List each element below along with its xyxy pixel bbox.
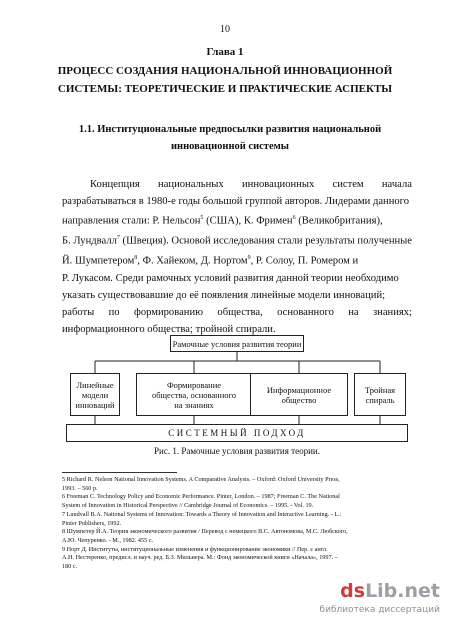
box-line: модели	[81, 389, 109, 400]
para-line-2: разрабатываться в 1980-е годы большой группой авторов. Лидерами данного	[62, 196, 410, 208]
para-line-4	[62, 230, 412, 250]
diagram-top-box: Рамочные условия развития теории	[170, 335, 304, 352]
text: Б. Лундвалл	[62, 235, 117, 247]
box-line: Информационное	[266, 384, 332, 395]
box-line: спираль	[365, 394, 395, 405]
para-line-7: указать существовавшие до её появления линейные модели инноваций;	[62, 289, 386, 301]
box-line: Тройная	[364, 384, 396, 395]
footnote-line: 9 Норт Д. Институты, институциональные изменения и функционирование экономики // Пер. с англ.	[62, 545, 328, 553]
text: (США), К. Фримен	[203, 215, 293, 227]
word: на	[348, 307, 359, 319]
text: , Ф. Хайеком, Д. Нортом	[137, 255, 248, 267]
footnote-line: А.Н. Нестеренко, предисл. и науч. ред. Б.З. Мильнера. М.: Фонд экономической книги «Начала», 1997. –	[62, 554, 338, 562]
dslib-tagline: библиотека диссертаций	[319, 605, 440, 615]
chapter-label: Глава 1	[206, 46, 244, 58]
footnote-line: System of Innovation in Historical Perspective // Cambridge Journal of Economics. – 1995. - Vol. 19.	[62, 502, 314, 510]
text: (Швеция). Основой исследования стали результаты полученные	[119, 235, 413, 247]
footnotes	[62, 476, 422, 572]
para-line-9: информационного общества; тройной спирали.	[62, 324, 276, 336]
chapter-title-line-1: ПРОЦЕСС СОЗДАНИЯ НАЦИОНАЛЬНОЙ ИННОВАЦИОННОЙ	[57, 65, 393, 77]
footnote-ref: 8	[134, 254, 138, 261]
para-line-5	[62, 250, 412, 270]
footnote-line: 1993. – 560 p.	[62, 484, 98, 492]
chapter-title-line-2: СИСТЕМЫ: ТЕОРЕТИЧЕСКИЕ И ПРАКТИЧЕСКИЕ АСПЕКТЫ	[57, 83, 393, 95]
text: , Р. Солоу, П. Ромером и	[250, 255, 359, 267]
word: основанного	[277, 307, 334, 319]
section-title-line-2: инновационной системы	[171, 141, 289, 152]
box-line: Формирование	[166, 379, 222, 390]
text: (Великобритания),	[295, 215, 383, 227]
text: Й. Шумпетером	[62, 255, 135, 267]
footnote-line: 8 Шумпетер Й.А. Теория экономического развития / Перевод с немецкого В.С. Автономова, М.С. Любского,	[62, 528, 348, 536]
box-line: Линейные	[76, 379, 114, 390]
footnote-ref: 6	[292, 215, 296, 222]
diagram-box-linear-models	[70, 373, 120, 416]
box-line: общество	[281, 394, 317, 405]
word: знаниях;	[372, 307, 412, 319]
word: систем	[332, 179, 364, 190]
footnote-line: 5 Richard R. Nelson National Innovation Systems. A Comparative Analysis. – Oxford: Oxford University Press,	[62, 476, 340, 483]
para-line-8	[62, 304, 412, 321]
body-paragraph	[62, 176, 412, 338]
footnote-ref: 7	[116, 235, 120, 242]
word: работы	[62, 307, 95, 319]
section-title	[60, 121, 400, 155]
dslib-watermark-logo	[319, 580, 440, 622]
footnote-ref: 5	[200, 215, 204, 222]
diagram-box-information-society	[250, 373, 348, 416]
dslib-brand	[340, 580, 440, 602]
section-title-line-1: 1.1. Институциональные предпосылки развития национальной	[78, 124, 382, 135]
brand-rest: Lib.net	[365, 580, 440, 602]
diagram-box-triple-helix	[354, 373, 406, 416]
word: инновационных	[241, 179, 315, 190]
figure-caption: Рис. 1. Рамочные условия развития теории.	[154, 446, 320, 456]
word: формированию	[133, 307, 204, 319]
brand-ds: ds	[340, 580, 366, 602]
box-line: на знаниях	[174, 399, 214, 410]
word: общества,	[217, 307, 263, 319]
word: по	[108, 307, 120, 319]
word: национальных	[158, 179, 224, 190]
chapter-title	[40, 62, 410, 98]
word: Концепция	[90, 179, 140, 190]
para-line-6: Р. Лукасом. Среди рамочных условий развития данной теории необходимо	[62, 272, 399, 284]
footnote-line: 6 Freeman C. Technology Policy and Economic Performance. Pinter, London. – 1987; Freeman C. The National	[62, 493, 340, 501]
footnote-line: Pinter Publishers, 1992.	[62, 519, 122, 527]
box-line: инноваций	[75, 399, 115, 410]
diagram-system-approach-box: СИСТЕМНЫЙ ПОДХОД	[66, 424, 408, 442]
word: начала	[381, 179, 412, 190]
box-line: общества, основанного	[151, 389, 237, 400]
footnote-ref: 9	[247, 254, 251, 261]
footnote-line: А.Ю. Чепуренко. - М., 1982. 455 с.	[62, 536, 154, 544]
text: направления стали: Р. Нельсон	[62, 215, 201, 227]
page-number: 10	[220, 24, 230, 35]
footnote-line: 7 Lundvall B.A. National Systems of Innovation: Towards a Theory of Innovation and Interactive Learning. - L.:	[62, 510, 342, 518]
footnote-line: 180 с.	[62, 563, 78, 571]
para-line-3	[62, 210, 412, 230]
diagram-box-knowledge-society	[136, 373, 252, 416]
framework-diagram	[62, 333, 412, 448]
para-line-1	[62, 176, 412, 193]
footnote-separator	[62, 472, 177, 473]
